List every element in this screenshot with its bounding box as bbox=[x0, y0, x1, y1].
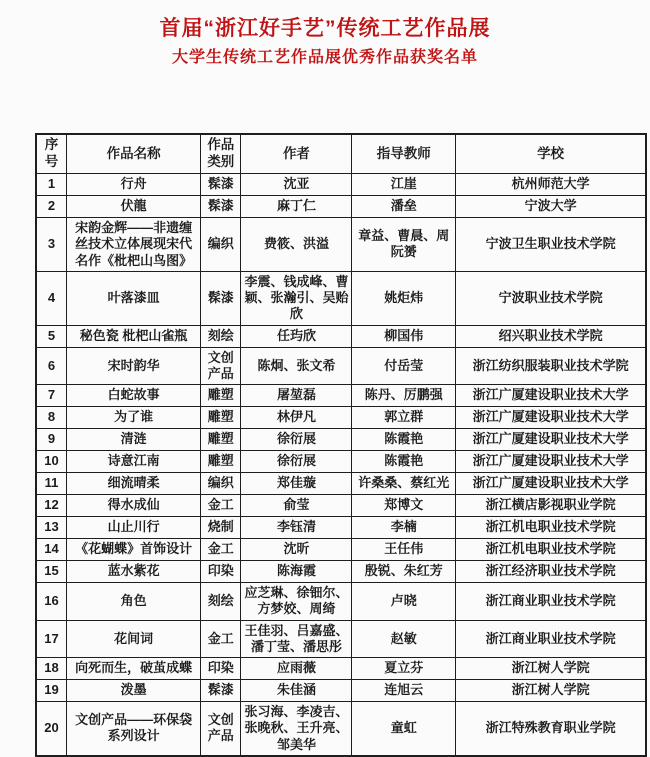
cell-category: 雕塑 bbox=[201, 385, 241, 407]
cell-advisors: 郑博文 bbox=[352, 495, 456, 517]
table-body bbox=[36, 174, 646, 756]
cell-advisors: 姚炬炜 bbox=[352, 271, 456, 325]
cell-advisors: 陈霞艳 bbox=[352, 429, 456, 451]
cell-work-title: 向死而生，破茧成蝶 bbox=[67, 658, 201, 680]
cell-category: 编织 bbox=[201, 218, 241, 272]
cell-authors: 屠堃磊 bbox=[241, 385, 352, 407]
table-row bbox=[36, 473, 646, 495]
cell-category: 编织 bbox=[201, 473, 241, 495]
cell-authors: 李震、钱成峰、曹颖、张瀚引、吴贻欣 bbox=[241, 271, 352, 325]
cell-authors: 应雨薇 bbox=[241, 658, 352, 680]
cell-index: 18 bbox=[36, 658, 67, 680]
cell-work-title: 蓝水紫花 bbox=[67, 561, 201, 583]
column-header-category: 作品类别 bbox=[201, 134, 241, 174]
table-row bbox=[36, 680, 646, 702]
cell-index: 6 bbox=[36, 347, 67, 385]
cell-school: 浙江机电职业技术学院 bbox=[456, 517, 646, 539]
cell-authors: 徐衍展 bbox=[241, 429, 352, 451]
cell-authors: 任玙欣 bbox=[241, 325, 352, 347]
cell-work-title: 清涟 bbox=[67, 429, 201, 451]
cell-school: 浙江机电职业技术学院 bbox=[456, 539, 646, 561]
cell-advisors: 童虹 bbox=[352, 702, 456, 756]
cell-index: 20 bbox=[36, 702, 67, 756]
cell-category: 雕塑 bbox=[201, 407, 241, 429]
cell-category: 刻绘 bbox=[201, 583, 241, 621]
column-header-authors: 作者 bbox=[241, 134, 352, 174]
table-row bbox=[36, 174, 646, 196]
cell-school: 浙江横店影视职业学院 bbox=[456, 495, 646, 517]
cell-work-title: 花间词 bbox=[67, 620, 201, 658]
cell-work-title: 为了谁 bbox=[67, 407, 201, 429]
cell-school: 宁波卫生职业技术学院 bbox=[456, 218, 646, 272]
cell-index: 1 bbox=[36, 174, 67, 196]
cell-authors: 郑佳璇 bbox=[241, 473, 352, 495]
cell-work-title: 山止川行 bbox=[67, 517, 201, 539]
cell-advisors: 夏立芬 bbox=[352, 658, 456, 680]
table-row bbox=[36, 702, 646, 756]
cell-work-title: 泼墨 bbox=[67, 680, 201, 702]
cell-work-title: 得水成仙 bbox=[67, 495, 201, 517]
cell-authors: 王佳羽、吕嘉盛、潘丁莹、潘思彤 bbox=[241, 620, 352, 658]
cell-work-title: 宋韵金辉——非遗缠丝技术立体展现宋代名作《枇杷山鸟图》 bbox=[67, 218, 201, 272]
cell-category: 金工 bbox=[201, 539, 241, 561]
cell-advisors: 王任伟 bbox=[352, 539, 456, 561]
cell-advisors: 陈丹、厉鹏强 bbox=[352, 385, 456, 407]
cell-school: 浙江广厦建设职业技术大学 bbox=[456, 385, 646, 407]
cell-index: 2 bbox=[36, 196, 67, 218]
cell-index: 4 bbox=[36, 271, 67, 325]
cell-category: 印染 bbox=[201, 561, 241, 583]
cell-category: 文创产品 bbox=[201, 702, 241, 756]
cell-index: 19 bbox=[36, 680, 67, 702]
page-subtitle: 大学生传统工艺作品展优秀作品获奖名单 bbox=[171, 49, 478, 67]
cell-authors: 应芝琳、徐钿尔、方梦姣、周绮 bbox=[241, 583, 352, 621]
table-row bbox=[36, 658, 646, 680]
cell-advisors: 江崖 bbox=[352, 174, 456, 196]
cell-authors: 沈亚 bbox=[241, 174, 352, 196]
cell-index: 7 bbox=[36, 385, 67, 407]
table-row bbox=[36, 561, 646, 583]
cell-authors: 林伊凡 bbox=[241, 407, 352, 429]
cell-work-title: 诗意江南 bbox=[67, 451, 201, 473]
cell-index: 8 bbox=[36, 407, 67, 429]
cell-school: 浙江树人学院 bbox=[456, 658, 646, 680]
cell-category: 金工 bbox=[201, 495, 241, 517]
cell-authors: 陈海霞 bbox=[241, 561, 352, 583]
cell-advisors: 连旭云 bbox=[352, 680, 456, 702]
cell-category: 烧制 bbox=[201, 517, 241, 539]
cell-school: 浙江树人学院 bbox=[456, 680, 646, 702]
table-row bbox=[36, 196, 646, 218]
cell-index: 15 bbox=[36, 561, 67, 583]
cell-work-title: 细流晴柔 bbox=[67, 473, 201, 495]
table-row bbox=[36, 495, 646, 517]
cell-advisors: 郭立群 bbox=[352, 407, 456, 429]
cell-advisors: 潘垒 bbox=[352, 196, 456, 218]
cell-category: 刻绘 bbox=[201, 325, 241, 347]
cell-index: 12 bbox=[36, 495, 67, 517]
cell-advisors: 章益、曹晨、周阮赟 bbox=[352, 218, 456, 272]
cell-school: 绍兴职业技术学院 bbox=[456, 325, 646, 347]
cell-authors: 徐衍展 bbox=[241, 451, 352, 473]
cell-work-title: 白蛇故事 bbox=[67, 385, 201, 407]
cell-authors: 李钰清 bbox=[241, 517, 352, 539]
cell-work-title: 秘色瓷 枇杷山雀瓶 bbox=[67, 325, 201, 347]
cell-index: 11 bbox=[36, 473, 67, 495]
cell-advisors: 殷锐、朱红芳 bbox=[352, 561, 456, 583]
cell-school: 浙江特殊教育职业学院 bbox=[456, 702, 646, 756]
cell-category: 金工 bbox=[201, 620, 241, 658]
cell-work-title: 伏龍 bbox=[67, 196, 201, 218]
awards-table bbox=[35, 133, 647, 757]
cell-school: 浙江商业职业技术学院 bbox=[456, 583, 646, 621]
cell-advisors: 许桑桑、蔡红光 bbox=[352, 473, 456, 495]
column-header-title: 作品名称 bbox=[67, 134, 201, 174]
cell-work-title: 文创产品——环保袋系列设计 bbox=[67, 702, 201, 756]
table-row bbox=[36, 347, 646, 385]
table-row bbox=[36, 407, 646, 429]
cell-advisors: 付岳莹 bbox=[352, 347, 456, 385]
cell-authors: 俞莹 bbox=[241, 495, 352, 517]
table-header bbox=[36, 134, 646, 174]
cell-school: 浙江广厦建设职业技术大学 bbox=[456, 473, 646, 495]
cell-index: 9 bbox=[36, 429, 67, 451]
cell-authors: 沈昕 bbox=[241, 539, 352, 561]
cell-school: 浙江广厦建设职业技术大学 bbox=[456, 429, 646, 451]
column-header-school: 学校 bbox=[456, 134, 646, 174]
cell-category: 印染 bbox=[201, 658, 241, 680]
cell-authors: 张习海、李凌吉、张晚秋、王升亮、邹美华 bbox=[241, 702, 352, 756]
cell-school: 浙江纺织服装职业技术学院 bbox=[456, 347, 646, 385]
cell-index: 10 bbox=[36, 451, 67, 473]
cell-school: 浙江广厦建设职业技术大学 bbox=[456, 407, 646, 429]
header-row bbox=[36, 134, 646, 174]
page-title: 首届“浙江好手艺”传统工艺作品展 bbox=[159, 17, 491, 40]
cell-advisors: 卢晓 bbox=[352, 583, 456, 621]
cell-index: 13 bbox=[36, 517, 67, 539]
cell-category: 髹漆 bbox=[201, 680, 241, 702]
cell-authors: 朱佳涵 bbox=[241, 680, 352, 702]
table-row bbox=[36, 583, 646, 621]
table-row bbox=[36, 429, 646, 451]
table-row bbox=[36, 539, 646, 561]
cell-category: 雕塑 bbox=[201, 429, 241, 451]
cell-index: 14 bbox=[36, 539, 67, 561]
cell-category: 雕塑 bbox=[201, 451, 241, 473]
cell-school: 宁波大学 bbox=[456, 196, 646, 218]
cell-school: 浙江广厦建设职业技术大学 bbox=[456, 451, 646, 473]
cell-index: 3 bbox=[36, 218, 67, 272]
cell-index: 17 bbox=[36, 620, 67, 658]
cell-category: 髹漆 bbox=[201, 196, 241, 218]
table-row bbox=[36, 325, 646, 347]
table-row bbox=[36, 218, 646, 272]
table-row bbox=[36, 385, 646, 407]
column-header-advisors: 指导教师 bbox=[352, 134, 456, 174]
cell-school: 杭州师范大学 bbox=[456, 174, 646, 196]
cell-advisors: 陈霞艳 bbox=[352, 451, 456, 473]
cell-work-title: 宋时韵华 bbox=[67, 347, 201, 385]
cell-advisors: 柳国伟 bbox=[352, 325, 456, 347]
table-row bbox=[36, 517, 646, 539]
cell-school: 宁波职业技术学院 bbox=[456, 271, 646, 325]
table-row bbox=[36, 620, 646, 658]
cell-index: 16 bbox=[36, 583, 67, 621]
cell-authors: 费筱、洪溢 bbox=[241, 218, 352, 272]
cell-authors: 麻丁仁 bbox=[241, 196, 352, 218]
cell-work-title: 行舟 bbox=[67, 174, 201, 196]
cell-school: 浙江经济职业技术学院 bbox=[456, 561, 646, 583]
cell-category: 文创产品 bbox=[201, 347, 241, 385]
cell-category: 髹漆 bbox=[201, 174, 241, 196]
cell-work-title: 《花蝴蝶》首饰设计 bbox=[67, 539, 201, 561]
cell-advisors: 赵敏 bbox=[352, 620, 456, 658]
cell-category: 髹漆 bbox=[201, 271, 241, 325]
table-row bbox=[36, 451, 646, 473]
cell-index: 5 bbox=[36, 325, 67, 347]
table-row bbox=[36, 271, 646, 325]
cell-authors: 陈炯、张文希 bbox=[241, 347, 352, 385]
cell-school: 浙江商业职业技术学院 bbox=[456, 620, 646, 658]
cell-work-title: 叶落漆皿 bbox=[67, 271, 201, 325]
cell-work-title: 角色 bbox=[67, 583, 201, 621]
cell-advisors: 李楠 bbox=[352, 517, 456, 539]
column-header-index: 序号 bbox=[36, 134, 67, 174]
